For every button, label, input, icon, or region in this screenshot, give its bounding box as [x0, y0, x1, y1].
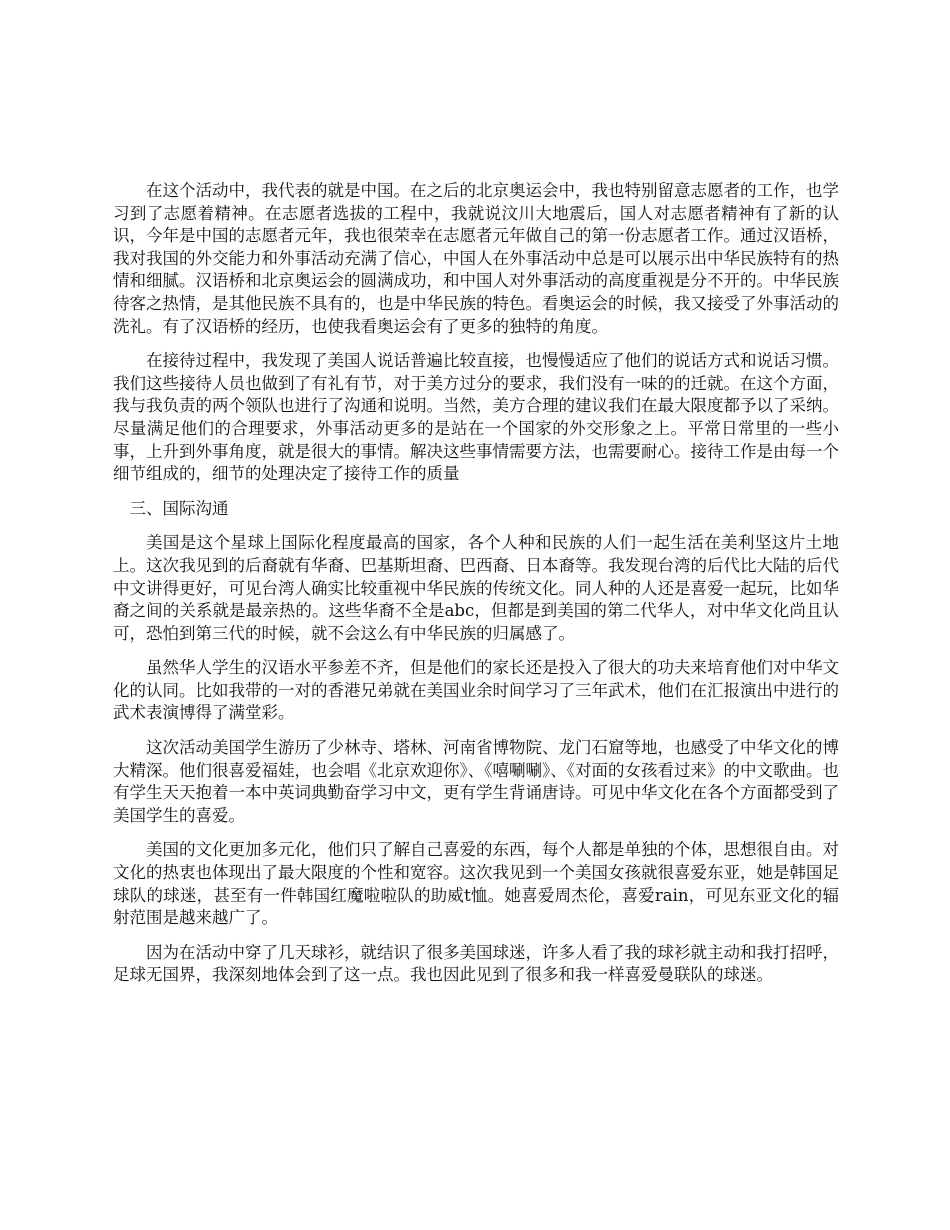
- paragraph-american-diversity: 美国是这个星球上国际化程度最高的国家，各个人种和民族的人们一起生活在美利坚这片土地上。这次我见到的后裔就有华裔、巴基斯坦裔、巴西裔、日本裔等。我发现台湾的后代比大陆的后代中文讲得更好，可见台湾人确实比较重视中华民族的传统文化。同人种的人还是喜爱一起玩，比如华裔之间的关系就是最亲热的。这些华裔不全是abc，但都是到美国的第二代华人，对中华文化尚且认可，恐怕到第三代的时候，就不会这么有中华民族的归属感了。: [113, 533, 839, 643]
- section-heading-international-communication: 三、国际沟通: [129, 498, 229, 518]
- paragraph-reception-process: 在接待过程中，我发现了美国人说话普遍比较直接，也慢慢适应了他们的说话方式和说话习惯。我们这些接待人员也做到了有礼有节，对于美方过分的要求，我们没有一味的的迁就。在这个方面，我与我负责的两个领队也进行了沟通和说明。当然，美方合理的建议我们在最大限度都予以了采纳。尽量满足他们的合理要求，外事活动更多的是站在一个国家的外交形象之上。平常日常里的一些小事，上升到外事角度，就是很大的事情。解决这些事情需要方法，也需要耐心。接待工作是由每一个细节组成的，细节的处理决定了接待工作的质量: [113, 351, 839, 484]
- paragraph-american-culture: 美国的文化更加多元化，他们只了解自己喜爱的东西，每个人都是单独的个体，思想很自由。对文化的热衷也体现出了最大限度的个性和宽容。这次我见到一个美国女孩就很喜爱东亚，她是韩国足球队的球迷，甚至有一件韩国红魔啦啦队的助威t恤。她喜爱周杰伦，喜爱rain，可见东亚文化的辐射范围是越来越广了。: [113, 840, 839, 928]
- paragraph-chinese-students: 虽然华人学生的汉语水平参差不齐，但是他们的家长还是投入了很大的功夫来培育他们对中华文化的认同。比如我带的一对的香港兄弟就在美国业余时间学习了三年武术，他们在汇报演出中进行的武术表演博得了满堂彩。: [113, 658, 839, 723]
- paragraph-volunteer-experience: 在这个活动中，我代表的就是中国。在之后的北京奥运会中，我也特别留意志愿者的工作，也学习到了志愿着精神。在志愿者选拔的工程中，我就说汶川大地震后，国人对志愿者精神有了新的认识，今年是中国的志愿者元年，我也很荣幸在志愿者元年做自己的第一份志愿者工作。通过汉语桥，我对我国的外交能力和外事活动充满了信心，中国人在外事活动中总是可以展示出中华民族特有的热情和细腻。汉语桥和北京奥运会的圆满成功，和中国人对外事活动的高度重视是分不开的。中华民族待客之热情，是其他民族不具有的，也是中华民族的特色。看奥运会的时候，我又接受了外事活动的洗礼。有了汉语桥的经历，也使我看奥运会有了更多的独特的角度。: [113, 181, 839, 336]
- document-body: [113, 180, 839, 999]
- paragraph-cultural-tour: 这次活动美国学生游历了少林寺、塔林、河南省博物院、龙门石窟等地，也感受了中华文化的博大精深。他们很喜爱福娃，也会唱《北京欢迎你》、《嘻唰唰》、《对面的女孩看过来》的中文歌曲。也有学生天天抱着一本中英词典勤奋学习中文，更有学生背诵唐诗。可见中华文化在各个方面都受到了美国学生的喜爱。: [113, 738, 839, 825]
- paragraph-football-fans: 因为在活动中穿了几天球衫，就结识了很多美国球迷，许多人看了我的球衫就主动和我打招呼，足球无国界，我深刻地体会到了这一点。我也因此见到了很多和我一样喜爱曼联队的球迷。: [113, 942, 839, 985]
